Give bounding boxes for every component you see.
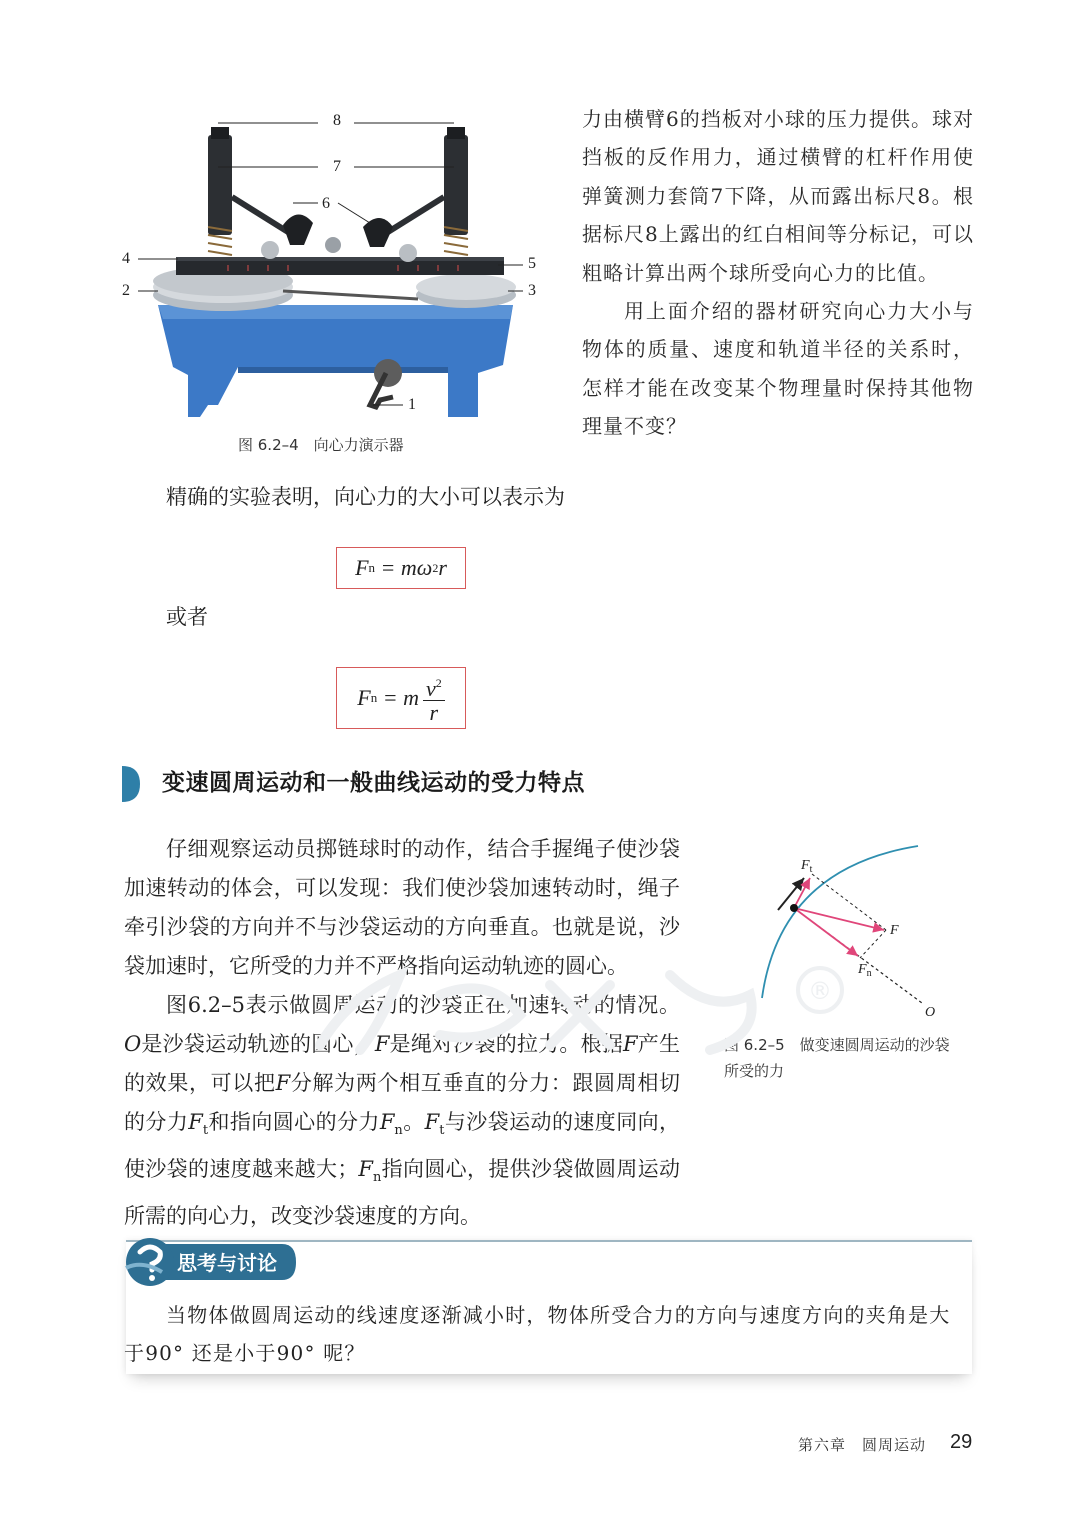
formula-2-denominator: r xyxy=(429,699,439,725)
watermark-registered: ® xyxy=(808,977,832,1005)
think-discuss-question xyxy=(124,1296,954,1372)
centripetal-force-apparatus-figure xyxy=(118,105,558,425)
callout-3: 3 xyxy=(528,282,536,299)
body-p2-ft2-sub: t xyxy=(439,1123,445,1138)
body-p2-g: 产生的效果，可以把 xyxy=(124,1032,681,1095)
body-p2-f2: F xyxy=(623,1032,638,1056)
formula-2-rhs: = m xyxy=(382,685,419,710)
body-p2-m: 。 xyxy=(402,1110,425,1134)
formula-intro: 精确的实验表明，向心力的大小可以表示为 xyxy=(166,485,565,509)
formula-2-numerator: v xyxy=(425,675,436,701)
right-column-text xyxy=(582,100,974,446)
body-p2-i: 分解为两个相互垂直的分力：跟圆周相切的分力 xyxy=(124,1071,681,1134)
formula-2-fraction xyxy=(423,672,445,725)
body-paragraph-2 xyxy=(124,986,680,1236)
formula-1-rhs: = mω xyxy=(380,555,433,580)
body-p2-fn1: F xyxy=(379,1110,395,1134)
body-p2-c: 是沙袋运动轨迹的圆心， xyxy=(141,1032,375,1056)
callout-6: 6 xyxy=(322,195,330,212)
label-f: F xyxy=(890,923,899,938)
formula-1-lhs: F xyxy=(355,555,369,580)
body-p2-o-text: 与沙袋运动的速度同向，使沙袋的速度越来越大； xyxy=(124,1110,681,1181)
label-fn xyxy=(858,962,872,979)
label-ft-sub: t xyxy=(809,864,813,875)
body-text xyxy=(124,830,680,1236)
label-fn-sub: n xyxy=(866,968,872,979)
formula-1-tail: r xyxy=(438,555,447,580)
callout-2: 2 xyxy=(122,282,130,299)
body-p2-ft1-sub: t xyxy=(202,1123,209,1138)
formula-box-1 xyxy=(336,547,466,589)
label-ft-letter: F xyxy=(801,858,810,873)
right-paragraph-1: 力由横臂6的挡板对小球的压力提供。球对挡板的反作用力，通过横臂的杠杆作用使弹簧测力套筒7下降，从而露出标尺8。根据标尺8上露出的红白相间等分标记，可以粗略计算出两个球所受向心力的比值。 xyxy=(582,107,974,285)
formula-1-sup: 2 xyxy=(432,560,439,575)
section-title: 变速圆周运动和一般曲线运动的受力特点 xyxy=(162,770,585,796)
callout-8: 8 xyxy=(333,112,341,129)
figure-6-2-5-caption-line1: 图 6.2–5 做变速圆周运动的沙袋 xyxy=(724,1036,950,1054)
figure-6-2-4-caption: 图 6.2–4 向心力演示器 xyxy=(238,436,404,454)
callout-7: 7 xyxy=(333,158,341,175)
think-discuss-label: 思考与讨论 xyxy=(177,1251,277,1275)
section-marker-icon xyxy=(122,766,140,802)
right-paragraph-2: 用上面介绍的器材研究向心力大小与物体的质量、速度和轨道半径的关系时，怎样才能在改变某个物理量时保持其他物理量不变？ xyxy=(582,299,974,439)
body-p2-e: 是绳对沙袋的拉力。根据 xyxy=(389,1032,624,1056)
label-ft xyxy=(801,858,812,875)
body-p2-fn2-sub: n xyxy=(372,1170,382,1185)
body-p2-f3: F xyxy=(275,1071,291,1095)
figure-6-2-5-caption-line2: 所受的力 xyxy=(724,1062,785,1080)
body-paragraph-1: 仔细观察运动员掷链球时的动作，结合手握绳子使沙袋加速转动的体会，可以发现：我们使沙袋加速转动时，绳子牵引沙袋的方向并不与沙袋运动的方向垂直。也就是说，沙袋加速时，它所受的力并不严格指向运动轨迹的圆心。 xyxy=(124,837,680,978)
body-p2-f1: F xyxy=(374,1032,390,1056)
body-p2-fn2: F xyxy=(358,1157,373,1181)
formula-or: 或者 xyxy=(166,605,208,629)
body-p2-k: 和指向圆心的分力 xyxy=(208,1110,380,1134)
formula-2-num-sup: 2 xyxy=(435,675,442,690)
force-decomposition-figure xyxy=(740,838,980,1028)
body-p2-o: O xyxy=(124,1032,142,1056)
label-fn-letter: F xyxy=(858,962,867,977)
formula-box-2 xyxy=(336,667,466,729)
body-p2-q: 指向圆心，提供沙袋做圆周运动所需的向心力，改变沙袋速度的方向。 xyxy=(124,1157,681,1228)
body-p2-a: 图6.2–5表示做圆周运动的沙袋正在加速转动的情况。 xyxy=(166,993,680,1017)
page-number: 29 xyxy=(950,1431,973,1453)
callout-1: 1 xyxy=(408,396,416,413)
label-o: O xyxy=(925,1005,936,1020)
body-p2-fn1-sub: n xyxy=(394,1123,403,1138)
callout-4: 4 xyxy=(122,250,130,267)
formula-2-sub: n xyxy=(370,690,378,705)
body-p2-ft1: F xyxy=(188,1110,203,1134)
formula-1-sub: n xyxy=(368,560,376,575)
footer-chapter: 第六章 圆周运动 xyxy=(798,1436,927,1454)
formula-2-lhs: F xyxy=(357,685,371,710)
callout-5: 5 xyxy=(528,255,536,272)
body-p2-ft2: F xyxy=(424,1110,440,1134)
think-question-text: 当物体做圆周运动的线速度逐渐减小时，物体所受合力的方向与速度方向的夹角是大于90° 还是小于90° 呢？ xyxy=(124,1303,951,1365)
